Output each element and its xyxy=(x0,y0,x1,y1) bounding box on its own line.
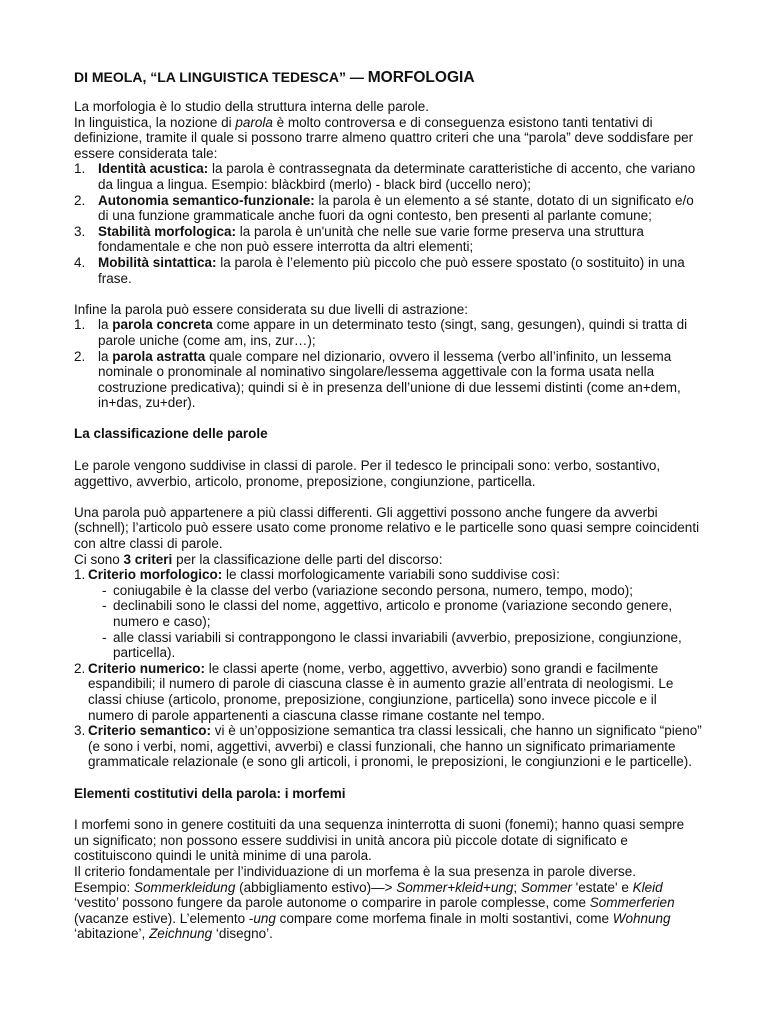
document-title xyxy=(74,68,702,87)
criterion-term: Autonomia semantico-funzionale: xyxy=(98,192,315,208)
spacer xyxy=(74,442,702,458)
spacer xyxy=(74,802,702,818)
criterion-term: Mobilità sintattica: xyxy=(98,254,217,270)
list-item: 2. la parola astratta quale compare nel dizionario, ovvero il lessema (verbo all’infinito, un lessema nominale o pronominale al nominativo singolare/lessema aggettivale con la forma usata nella costruzione predicativa); quindi si è in presenza dell’unione di due lessemi distinti (come an+dem, in+das, zu+der). xyxy=(74,348,681,411)
title-main: DI MEOLA, “LA LINGUISTICA TEDESCA” — xyxy=(74,69,368,85)
morphemes-paragraph: Il criterio fondamentale per l’individuazione di un morfema è la sua presenza in parole diverse. xyxy=(74,863,637,879)
list-item: 1. la parola concreta come appare in un determinato testo (singt, sang, gesungen), quindi si tratta di parole uniche (come am, ins, zur…); xyxy=(74,317,688,348)
list-item: 3. Criterio semantico: vi è un’opposizione semantica tra classi lessicali, che hanno un significato “pieno” (e sono i verbi, nomi, aggettivi, avverbi) e classi funzionali, che hanno un significato primariamente grammaticale relazionale (e sono gli articoli, i pronomi, le preposizioni, le congiunzioni e le particelle). xyxy=(74,723,702,770)
criterion-term: Criterio morfologico: xyxy=(88,567,223,583)
section-heading-morphemes: Elementi costitutivi della parola: i morfemi xyxy=(74,785,346,801)
italic-term: parola xyxy=(235,114,273,130)
title-topic: MORFOLOGIA xyxy=(367,69,475,86)
sub-list-item: - coniugabile è la classe del verbo (variazione secondo persona, numero, tempo, modo); xyxy=(102,582,634,598)
levels-intro: Infine la parola può essere considerata su due livelli di astrazione: xyxy=(74,301,468,317)
criterion-term: Identità acustica: xyxy=(98,161,209,177)
sub-list-item: - alle classi variabili si contrappongono le classi invariabili (avverbio, preposizione, congiunzione, particella). xyxy=(102,629,682,661)
level-term: parola astratta xyxy=(112,348,206,364)
word-criteria-list xyxy=(74,161,702,286)
list-item: 2. Autonomia semantico-funzionale: la parola è un elemento a sé stante, dotato di un significato e/o di una funzione grammaticale anche fuori da ogni contesto, ben presenti al parlante comune; xyxy=(74,192,694,224)
document-page xyxy=(74,68,702,942)
sub-list xyxy=(88,583,702,661)
morphemes-example: Esempio: Sommerkleidung (abbigliamento estivo)—> Sommer+kleid+ung; Sommer 'estate' e Kleid ‘vestito’ possono fungere da parole autonome o comparire in parole complesse, come Sommerferien (vacanze estive). L’elemento -ung compare come morfema finale in molti sostantivi, come Wohnung ‘abitazione’, Zeichnung ‘disegno’. xyxy=(74,879,675,942)
list-item: 2. Criterio numerico: le classi aperte (nome, verbo, aggettivo, avverbio) sono grandi e facilmente espandibili; il numero di parole di ciascuna classe è in aumento grazie all’entrata di neologismi. Le classi chiuse (articolo, pronome, preposizione, congiunzione, particella) sono invece piccole e il numero di parole appartenenti a ciascuna classe rimane costante nel tempo. xyxy=(74,660,674,723)
intro-paragraph: La morfologia è lo studio della struttura interna delle parole. xyxy=(74,99,429,114)
classification-criteria-list xyxy=(74,567,702,770)
morphemes-paragraph: I morfemi sono in genere costituiti da una sequenza ininterrotta di suoni (fonemi); hanno quasi sempre un significato; non possono essere suddivisi in unità ancora più piccole dotate di significato e costituiscono quindi le unità minime di una parola. xyxy=(74,817,685,864)
criterion-term: Stabilità morfologica: xyxy=(98,223,237,239)
classification-paragraph: Le parole vengono suddivise in classi di parole. Per il tedesco le principali sono: verbo, sostantivo, aggettivo, avverbio, articolo, pronome, preposizione, congiunzione, particella. xyxy=(74,458,661,489)
criterion-term: Criterio semantico: xyxy=(88,723,212,739)
spacer xyxy=(74,286,702,302)
classification-paragraph: Una parola può appartenere a più classi differenti. Gli aggettivi possono anche fungere da avverbi (schnell); l’articolo può essere usato come pronome relativo e le particelle sono quasi sempre coincidenti con altre classi di parole. xyxy=(74,504,700,552)
spacer xyxy=(74,770,702,786)
criteria-intro: Ci sono 3 criteri per la classificazione delle parti del discorso: xyxy=(74,551,443,567)
spacer xyxy=(74,411,702,427)
abstraction-levels-list xyxy=(74,317,702,411)
sub-list-item: - declinabili sono le classi del nome, aggettivo, articolo e pronome (variazione secondo genere, numero e caso); xyxy=(102,598,673,629)
spacer xyxy=(74,489,702,505)
definition-paragraph: In linguistica, la nozione di parola è molto controversa e di conseguenza esistono tanti tentativi di definizione, tramite il quale si possono trarre almeno quattro criteri che una “parola” deve soddisfare per essere considerata tale: xyxy=(74,114,694,161)
list-item: 1. Identità acustica: la parola è contrassegnata da determinate caratteristiche di accento, che variano da lingua a lingua. Esempio: blàckbird (merlo) - black bird (uccello nero); xyxy=(74,161,696,192)
section-heading-classification: La classificazione delle parole xyxy=(74,426,268,442)
level-term: parola concreta xyxy=(112,317,213,333)
criterion-term: Criterio numerico: xyxy=(88,660,206,676)
list-item: 1. Criterio morfologico: le classi morfologicamente variabili sono suddivise così: - coniugabile è la classe del verbo (variazione secondo persona, numero, tempo, modo); - declinabili sono le classi del nome, aggettivo, articolo e pronome (variazione secondo genere, numero e caso); - alle classi variabili si contrappongono le classi invariabili (avverbio, preposizione, congiunzione, particella). xyxy=(74,567,702,661)
list-item: 4. Mobilità sintattica: la parola è l’elemento più piccolo che può essere spostato (o sostituito) in una frase. xyxy=(74,254,685,286)
list-item: 3. Stabilità morfologica: la parola è un'unità che nelle sue varie forme preserva una struttura fondamentale e che non può essere interrotta da altri elementi; xyxy=(74,223,644,255)
